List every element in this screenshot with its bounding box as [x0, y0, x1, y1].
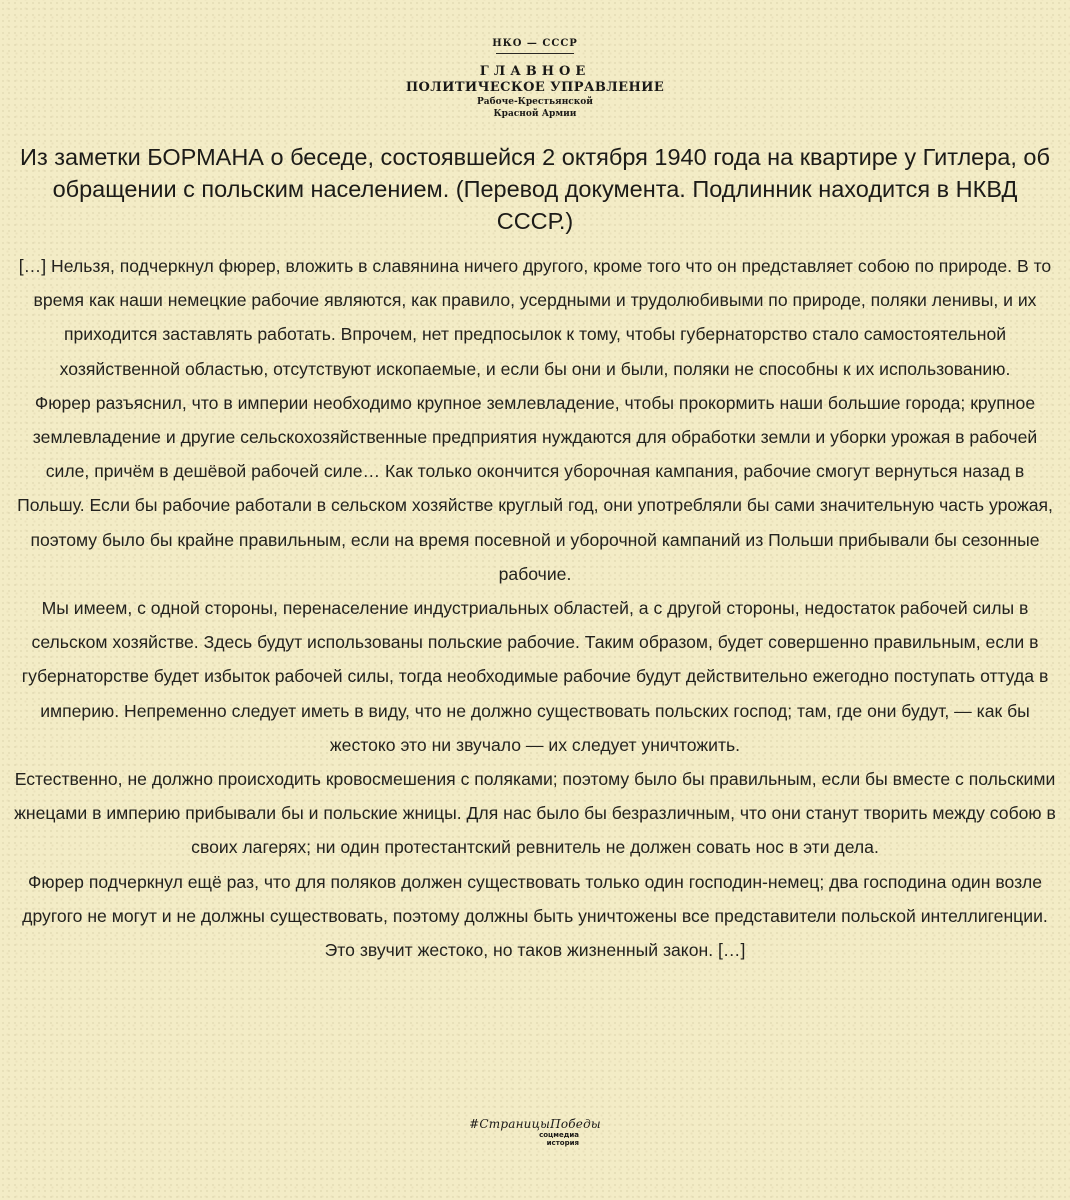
letterhead-subtitle-line2: Красной Армии	[493, 109, 577, 119]
letterhead-subtitle-line1: Рабоче-Крестьянской	[477, 97, 593, 107]
letterhead	[0, 38, 1070, 120]
letterhead-org: НКО — СССР	[492, 38, 578, 49]
footer-hashtag: #СтраницыПобеды	[469, 1117, 601, 1131]
footer-brand-line2: история	[546, 1139, 579, 1147]
footer-logo	[0, 1117, 1070, 1147]
paragraph-2: Фюрер разъяснил, что в империи необходимо крупное землевладение, чтобы прокормить наши большие города; крупное землевладение и другие сельскохозяйственные предприятия нуждаются для обработки земли и уборки урожая в рабочей силе, причём в дешёвой рабочей силе… Как только окончится уборочная кампания, рабочие смогут вернуться назад в Польшу. Если бы рабочие работали в сельском хозяйстве круглый год, они употребляли бы сами значительную часть урожая, поэтому было бы крайне правильным, если на время посевной и уборочной кампаний из Польши прибывали бы сезонные рабочие.	[17, 392, 1053, 584]
footer-brand-line1: соцмедиа	[539, 1131, 579, 1139]
document-title: Из заметки БОРМАНА о беседе, состоявшейся 2 октября 1940 года на квартире у Гитлера, об обращении с польским населением. (Перевод документа. Подлинник находится в НКВД СССР.)	[20, 144, 1050, 234]
paragraph-3: Мы имеем, с одной стороны, перенаселение индустриальных областей, а с другой стороны, недостаток рабочей силы в сельском хозяйстве. Здесь будут использованы польские рабочие. Таким образом, будет совершенно правильным, если в губернаторстве будет избыток рабочей силы, тогда необходимые рабочие будут действительно ежегодно поступать оттуда в империю. Непременно следует иметь в виду, что не должно существовать польских господ; там, где они будут, — как бы жестоко это ни звучало — их следует уничтожить.	[21, 598, 1049, 755]
letterhead-title-line1: ГЛАВНОЕ	[479, 64, 591, 79]
document-body	[10, 249, 1060, 967]
letterhead-title-line2: ПОЛИТИЧЕСКОЕ УПРАВЛЕНИЕ	[405, 80, 665, 95]
paragraph-4: Естественно, не должно происходить кровосмешения с поляками; поэтому было бы правильным, если бы вместе с польскими жнецами в империю прибывали бы и польские жницы. Для нас было бы безразличным, что они станут творить между собою в своих лагерях; ни один протестантский ревнитель не должен совать нос в эти дела.	[14, 769, 1056, 858]
paragraph-1: […] Нельзя, подчеркнул фюрер, вложить в славянина ничего другого, кроме того что он представляет собою по природе. В то время как наши немецкие рабочие являются, как правило, усердными и трудолюбивыми по природе, поляки ленивы, и их приходится заставлять работать. Впрочем, нет предпосылок к тому, чтобы губернаторство стало самостоятельной хозяйственной областью, отсутствуют ископаемые, и если бы они и были, поляки не способны к их использованию.	[18, 256, 1052, 379]
paragraph-5: Фюрер подчеркнул ещё раз, что для поляков должен существовать только один господин-немец; два господина один возле другого не могут и не должны существовать, поэтому должны быть уничтожены все представители польской интеллигенции. Это звучит жестоко, но таков жизненный закон. […]	[22, 871, 1048, 961]
letterhead-rule	[496, 53, 574, 54]
